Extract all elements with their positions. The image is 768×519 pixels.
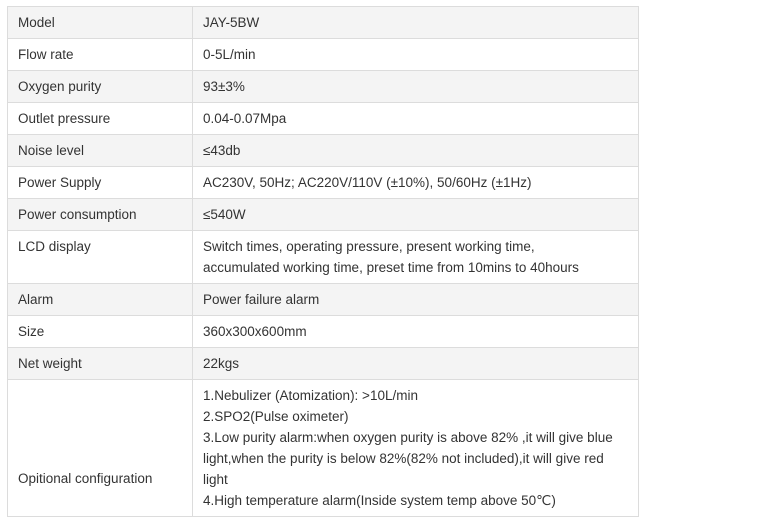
row-value-power-supply: AC230V, 50Hz; AC220V/110V (±10%), 50/60Hz (±1Hz) (193, 167, 639, 199)
row-value-alarm: Power failure alarm (193, 284, 639, 316)
row-label-alarm: Alarm (8, 284, 193, 316)
optional-configuration-label: Opitional configuration (18, 470, 153, 486)
row-label-flow-rate: Flow rate (8, 39, 193, 71)
row-label-net-weight: Net weight (8, 348, 193, 380)
row-value-power-consumption: ≤540W (193, 199, 639, 231)
row-value-model: JAY-5BW (193, 7, 639, 39)
row-label-lcd-display: LCD display (8, 231, 193, 284)
row-label-noise-level: Noise level (8, 135, 193, 167)
optional-configuration-line: 3.Low purity alarm:when oxygen purity is above 82% ,it will give blue (203, 430, 613, 445)
optional-configuration-line: 4.High temperature alarm(Inside system temp above 50℃) (203, 493, 556, 508)
row-value-noise-level: ≤43db (193, 135, 639, 167)
row-label-optional-configuration (8, 380, 193, 517)
row-value-flow-rate: 0-5L/min (193, 39, 639, 71)
table-row (8, 103, 639, 135)
optional-configuration-line: light,when the purity is below 82%(82% not included),it will give red (203, 451, 604, 466)
table-row (8, 71, 639, 103)
optional-configuration-line: 2.SPO2(Pulse oximeter) (203, 409, 349, 424)
lcd-display-line: accumulated working time, preset time from 10mins to 40hours (203, 260, 579, 275)
table-row (8, 167, 639, 199)
table-row (8, 199, 639, 231)
row-value-oxygen-purity: 93±3% (193, 71, 639, 103)
row-value-lcd-display (193, 231, 639, 284)
optional-configuration-line: light (203, 472, 228, 487)
row-label-size: Size (8, 316, 193, 348)
row-value-net-weight: 22kgs (193, 348, 639, 380)
row-value-optional-configuration (193, 380, 639, 517)
table-row (8, 39, 639, 71)
lcd-display-line: Switch times, operating pressure, present working time, (203, 239, 535, 254)
table-row (8, 316, 639, 348)
row-value-size: 360x300x600mm (193, 316, 639, 348)
table-row (8, 284, 639, 316)
optional-configuration-line: 1.Nebulizer (Atomization): >10L/min (203, 388, 418, 403)
table-row (8, 348, 639, 380)
row-value-outlet-pressure: 0.04-0.07Mpa (193, 103, 639, 135)
row-label-oxygen-purity: Oxygen purity (8, 71, 193, 103)
row-label-model: Model (8, 7, 193, 39)
table-row (8, 231, 639, 284)
table-row (8, 7, 639, 39)
table-row (8, 135, 639, 167)
table-row (8, 380, 639, 517)
row-label-power-supply: Power Supply (8, 167, 193, 199)
spec-table (7, 6, 639, 517)
row-label-power-consumption: Power consumption (8, 199, 193, 231)
row-label-outlet-pressure: Outlet pressure (8, 103, 193, 135)
